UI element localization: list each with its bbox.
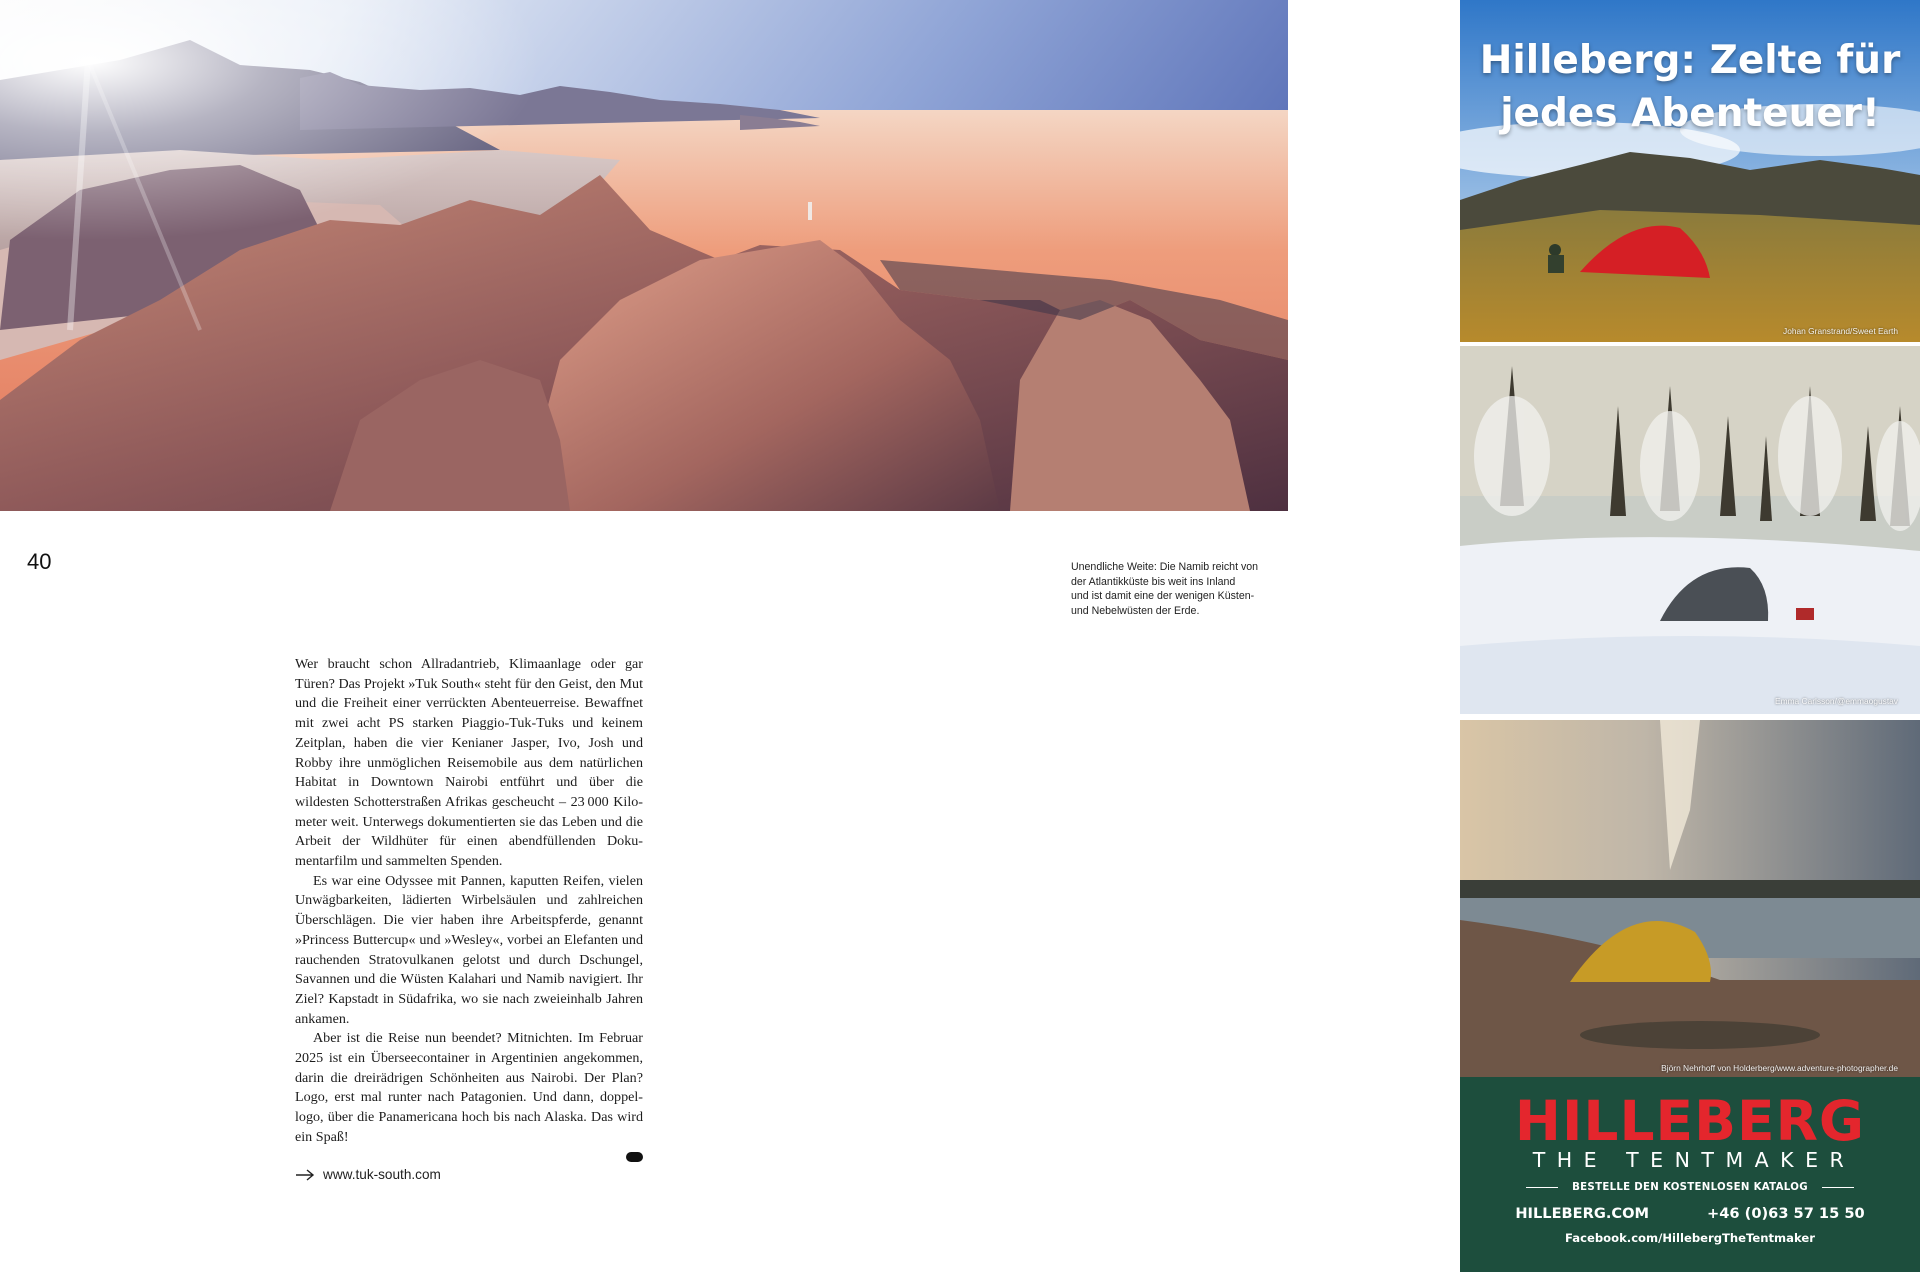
brand-tagline: THE TENTMAKER [1532,1148,1856,1172]
contact-row [1460,1205,1920,1222]
caption-line: der Atlantikküste bis weit ins Inland [1071,575,1236,588]
page-number: 40 [27,549,52,574]
article-body [295,655,643,1148]
hero-photo [0,0,1288,511]
photo-caption [1071,560,1286,618]
photo-credit: Björn Nehrhoff von Holderberg/www.adventure-photographer.de [1661,1063,1898,1073]
phone-number[interactable]: +46 (0)63 57 15 50 [1707,1205,1865,1222]
ad-headline-line: jedes Abenteuer! [1500,91,1880,136]
end-mark-icon [626,1152,643,1162]
caption-line: und Nebelwüsten der Erde. [1071,604,1200,617]
hilleberg-advertisement [1460,0,1920,1272]
arrow-right-icon [295,1169,315,1181]
ad-headline [1460,34,1920,140]
ad-headline-line: Hilleberg: Zelte für [1479,38,1901,83]
caption-line: Unendliche Weite: Die Namib reicht von [1071,561,1259,573]
photo-credit: Emma Carlsson/@emmaogustav [1775,696,1898,706]
caption-line: und ist damit eine der wenigen Küsten- [1071,590,1255,603]
article-paragraph: Aber ist die Reise nun beendet? Mitnichten. Im Februar 2025 ist ein Überseecontainer in Argentinien angekommen, darin die dreirädrigen Schönheiten aus Nairobi. Der Plan? Logo, erst mal runter nach Patagonien. Und dann, doppel-logo, über die Panamericana hoch bis nach Alaska. Das wird ein Spaß! [295,1030,643,1145]
divider [1822,1187,1854,1188]
namib-desert-image [0,0,1288,511]
facebook-link[interactable]: Facebook.com/HillebergTheTentmaker [1565,1231,1815,1245]
ad-photo-snow [1460,346,1920,714]
ad-photo-lake [1460,720,1920,1077]
hilleberg-logo: HILLEBERG [1514,1089,1866,1153]
website-link-text[interactable]: www.tuk-south.com [323,1167,441,1182]
catalog-text: BESTELLE DEN KOSTENLOSEN KATALOG [1572,1182,1808,1193]
article-paragraph: Es war eine Odyssee mit Pannen, kaputten Reifen, vielen Unwägbarkeiten, lädierten Wirbelsäulen und zahlreichen Überschlägen. Die vier haben ihre Arbeitspferde, genannt »Princess Buttercup« und »Wesley«, vorbei an Elefanten und rauchenden Stratovulkanen gelotst und durch Dschungel, Savannen und die Wüsten Kalahari und Namib navigiert. Ihr Ziel? Kapstadt in Südafrika, wo sie nach zweieinhalb Jahren ankamen. [295,872,643,1027]
ad-footer [1460,1077,1920,1272]
website-link[interactable] [295,1167,441,1182]
divider [1526,1187,1558,1188]
article-paragraph: Wer braucht schon Allradantrieb, Klimaanlage oder gar Türen? Das Projekt »Tuk South« steht für den Geist, den Mut und die Freiheit einer verrückten Abenteuerreise. Bewaffnet mit zwei acht PS starken Piaggio-Tuk-Tuks und keinem Zeitplan, haben die vier Kenianer Jasper, Ivo, Josh und Robby ihre unmöglichen Reisemobile aus dem natürlichen Habitat in Downtown Nairobi entführt und über die wildesten Schotterstraßen Afrikas gescheucht – 23 000 Kilometer weit. Unterwegs dokumentierten sie das Leben und die Arbeit der Wildhüter für einen abendfüllenden Dokumentarfilm und sammelten Spenden. [295,656,643,870]
website-text[interactable]: HILLEBERG.COM [1515,1205,1650,1222]
catalog-call-to-action [1460,1182,1920,1193]
photo-credit: Johan Granstrand/Sweet Earth [1783,326,1898,336]
